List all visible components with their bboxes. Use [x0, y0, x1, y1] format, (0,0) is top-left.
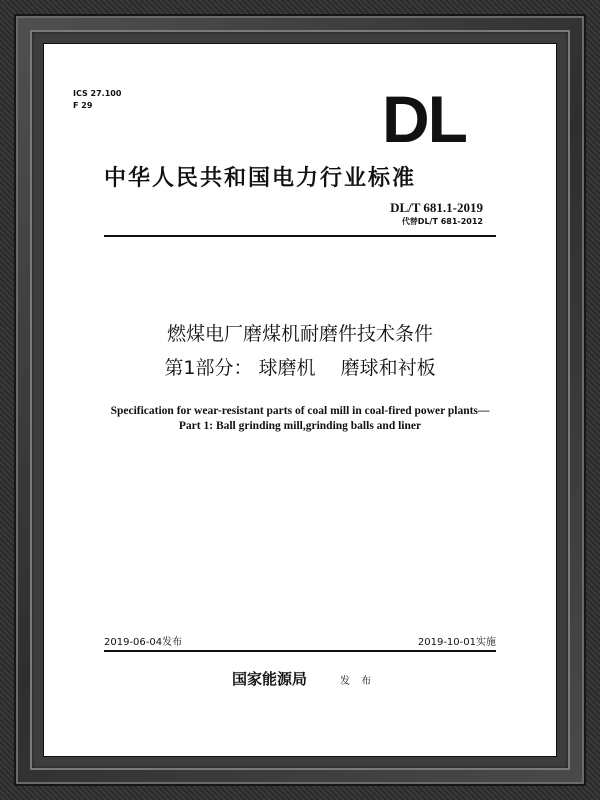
title-chinese-line2: 第1部分： 球磨机 磨球和衬板 — [164, 357, 436, 379]
replaces-note: 代替DL/T 681-2012 — [401, 217, 483, 226]
implementation-date: 2019-10-01实施 — [417, 637, 496, 648]
title-english-line1: Specification for wear-resistant parts of coal mill in coal-fired power plants— — [110, 405, 490, 417]
dl-logo: DL — [382, 82, 466, 156]
title-english-line2: Part 1: Ball grinding mill,grinding balls and liner — [178, 420, 422, 432]
organization-title: 中华人民共和国电力行业标准 — [104, 165, 417, 191]
publish-label: 发 布 — [340, 676, 376, 687]
title-chinese-line1: 燃煤电厂磨煤机耐磨件技术条件 — [166, 323, 433, 345]
standard-code: DL/T 681.1-2019 — [390, 200, 483, 215]
ics-code: ICS 27.100 — [73, 89, 122, 98]
issue-date: 2019-06-04发布 — [104, 637, 183, 648]
publisher-name: 国家能源局 — [232, 670, 308, 688]
top-divider — [104, 235, 496, 237]
bottom-divider — [104, 650, 496, 652]
ccs-code: F 29 — [73, 101, 93, 110]
